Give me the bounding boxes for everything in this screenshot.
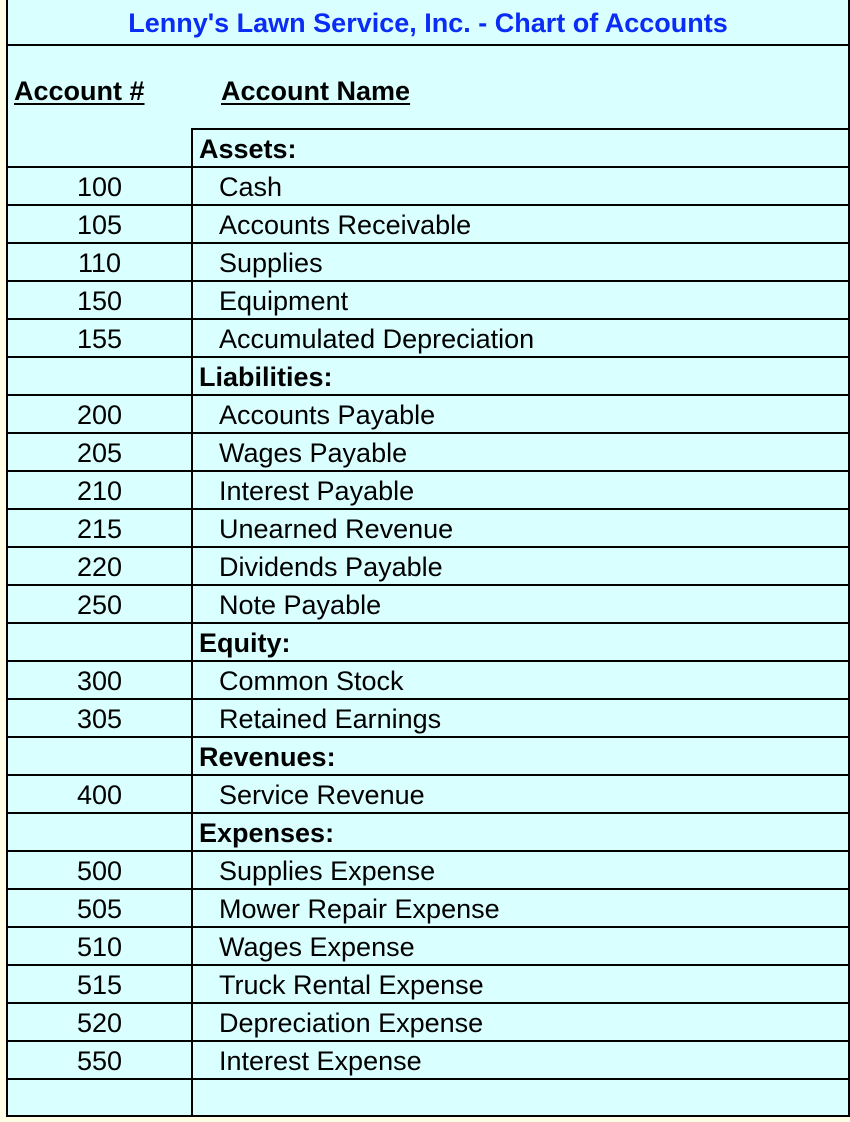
account-name-cell[interactable]: Equipment (193, 280, 848, 318)
account-row (8, 470, 848, 508)
account-name-cell[interactable]: Supplies Expense (193, 850, 848, 888)
account-row (8, 242, 848, 280)
account-number-cell[interactable]: 155 (8, 318, 193, 356)
category-row (8, 128, 848, 166)
category-label[interactable]: Liabilities: (193, 356, 848, 394)
account-number-cell[interactable]: 200 (8, 394, 193, 432)
category-row (8, 622, 848, 660)
account-row (8, 964, 848, 1002)
account-name-cell[interactable]: Truck Rental Expense (193, 964, 848, 1002)
account-name-cell[interactable]: Interest Payable (193, 470, 848, 508)
account-number-cell[interactable]: 520 (8, 1002, 193, 1040)
category-label[interactable]: Revenues: (193, 736, 848, 774)
account-number-cell[interactable]: 510 (8, 926, 193, 964)
account-row (8, 166, 848, 204)
chart-of-accounts-sheet (6, 0, 850, 1117)
account-number-cell[interactable]: 105 (8, 204, 193, 242)
account-name-cell[interactable]: Retained Earnings (193, 698, 848, 736)
account-number-cell[interactable]: 250 (8, 584, 193, 622)
account-name-cell[interactable] (193, 1078, 848, 1116)
account-number-cell[interactable]: 210 (8, 470, 193, 508)
category-row (8, 736, 848, 774)
account-name-cell[interactable]: Unearned Revenue (193, 508, 848, 546)
account-number-cell[interactable]: 220 (8, 546, 193, 584)
category-row (8, 356, 848, 394)
account-number-cell[interactable] (8, 736, 193, 774)
account-row (8, 660, 848, 698)
account-name-cell[interactable]: Interest Expense (193, 1040, 848, 1078)
account-row (8, 394, 848, 432)
account-number-cell[interactable] (8, 1078, 193, 1116)
account-name-cell[interactable]: Depreciation Expense (193, 1002, 848, 1040)
account-number-cell[interactable]: 505 (8, 888, 193, 926)
account-row (8, 698, 848, 736)
account-name-cell[interactable]: Common Stock (193, 660, 848, 698)
account-number-cell[interactable]: 110 (8, 242, 193, 280)
account-name-cell[interactable]: Wages Payable (193, 432, 848, 470)
account-row (8, 888, 848, 926)
account-name-cell[interactable]: Supplies (193, 242, 848, 280)
account-name-cell[interactable]: Accumulated Depreciation (193, 318, 848, 356)
account-row (8, 774, 848, 812)
account-row (8, 204, 848, 242)
account-number-cell[interactable]: 500 (8, 850, 193, 888)
account-number-cell[interactable]: 150 (8, 280, 193, 318)
category-label[interactable]: Assets: (193, 128, 848, 166)
account-name-cell[interactable]: Accounts Payable (193, 394, 848, 432)
account-number-cell[interactable] (8, 812, 193, 850)
category-label[interactable]: Equity: (193, 622, 848, 660)
account-name-cell[interactable]: Mower Repair Expense (193, 888, 848, 926)
account-number-cell[interactable]: 400 (8, 774, 193, 812)
account-row (8, 432, 848, 470)
account-number-cell[interactable]: 205 (8, 432, 193, 470)
header-row (8, 46, 848, 128)
account-number-cell[interactable]: 215 (8, 508, 193, 546)
account-name-header: Account Name (221, 76, 411, 106)
account-row (8, 584, 848, 622)
accounts-table (8, 128, 848, 1116)
account-number-cell[interactable]: 550 (8, 1040, 193, 1078)
account-row (8, 850, 848, 888)
account-row (8, 1040, 848, 1078)
category-label[interactable]: Expenses: (193, 812, 848, 850)
account-name-cell[interactable]: Service Revenue (193, 774, 848, 812)
category-row (8, 812, 848, 850)
account-row (8, 508, 848, 546)
account-row (8, 546, 848, 584)
account-row (8, 280, 848, 318)
empty-row (8, 1078, 848, 1116)
account-row (8, 926, 848, 964)
account-name-cell[interactable]: Accounts Receivable (193, 204, 848, 242)
account-number-cell[interactable]: 100 (8, 166, 193, 204)
account-number-cell[interactable]: 300 (8, 660, 193, 698)
account-number-cell[interactable] (8, 622, 193, 660)
account-name-cell[interactable]: Wages Expense (193, 926, 848, 964)
account-number-cell[interactable] (8, 128, 193, 166)
account-name-cell[interactable]: Note Payable (193, 584, 848, 622)
account-number-cell[interactable]: 515 (8, 964, 193, 1002)
account-name-cell[interactable]: Cash (193, 166, 848, 204)
account-number-cell[interactable]: 305 (8, 698, 193, 736)
account-row (8, 318, 848, 356)
sheet-title: Lenny's Lawn Service, Inc. - Chart of Accounts (8, 0, 848, 46)
account-row (8, 1002, 848, 1040)
account-name-cell[interactable]: Dividends Payable (193, 546, 848, 584)
account-number-cell[interactable] (8, 356, 193, 394)
account-number-header: Account # (14, 76, 145, 106)
